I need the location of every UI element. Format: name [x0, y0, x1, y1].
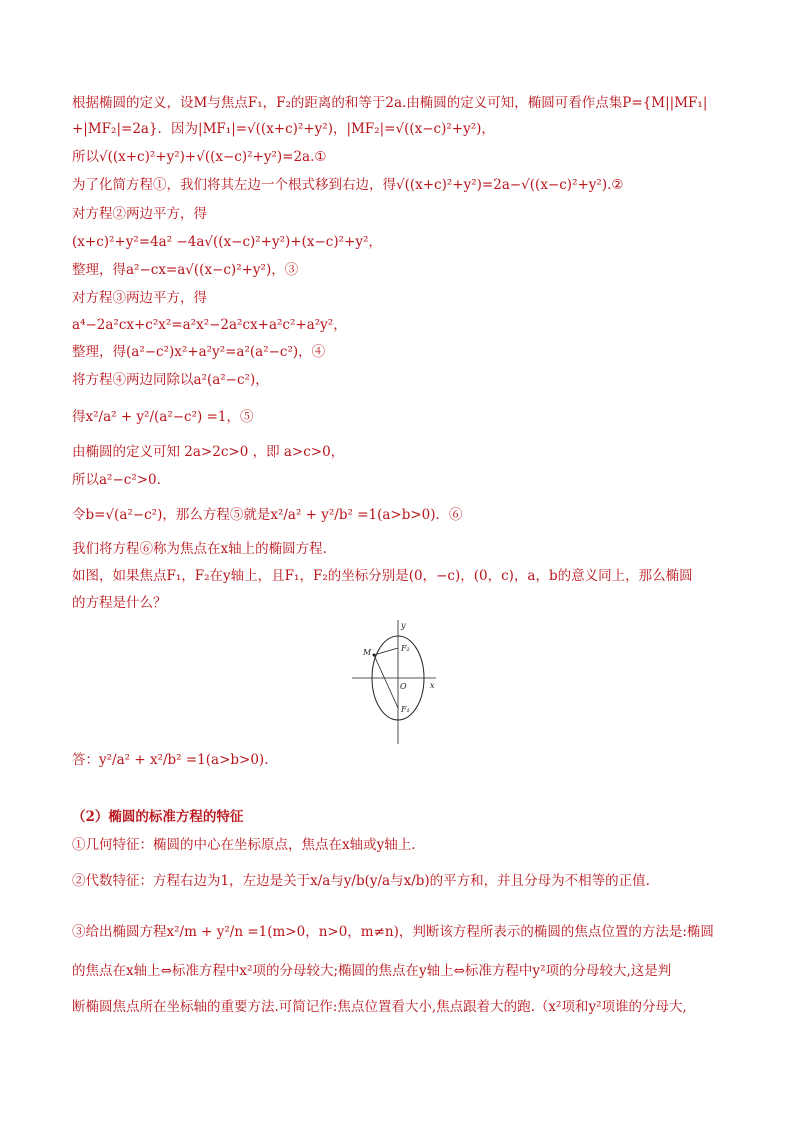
text-line: 得x²/a² + y²/(a²−c²) =1，⑤ [72, 409, 254, 425]
point-m [373, 654, 376, 657]
section-title: （2）椭圆的标准方程的特征 [72, 809, 244, 825]
text-line: +|MF₂|=2a}．因为|MF₁|=√((x+c)²+y²)，|MF₂|=√((x−c)²+y²)， [72, 121, 495, 137]
text-line: 将方程④两边同除以a²(a²−c²)， [72, 372, 269, 388]
label-x: x [430, 681, 435, 690]
segment-mf1 [374, 655, 398, 708]
text-line: 整理，得a²−cx=a√((x−c)²+y²)，③ [72, 262, 299, 278]
label-f2: F₂ [401, 644, 410, 653]
feature-item: 的焦点在x轴上⇔标准方程中x²项的分母较大;椭圆的焦点在y轴上⇔标准方程中y²项的分母较大,这是判 [72, 963, 672, 979]
label-m: M [363, 648, 372, 657]
text-line: 所以a²−c²>0. [72, 472, 161, 488]
text-line: a⁴−2a²cx+c²x²=a²x²−2a²cx+a²c²+a²y²， [72, 317, 347, 333]
feature-item: ①几何特征：椭圆的中心在坐标原点，焦点在x轴或y轴上. [72, 837, 416, 853]
answer-line: 答：y²/a² + x²/b² =1(a>b>0). [72, 752, 269, 768]
feature-item: ②代数特征：方程右边为1，左边是关于x/a与y/b(y/a与x/b)的平方和，并且分母为不相等的正值. [72, 873, 650, 889]
text-line: (x+c)²+y²=4a² −4a√((x−c)²+y²)+(x−c)²+y²， [72, 234, 382, 250]
label-y: y [401, 621, 406, 630]
text-line: 根据椭圆的定义，设M与焦点F₁，F₂的距离的和等于2a.由椭圆的定义可知，椭圆可看作点集P={M||MF₁| [72, 95, 708, 111]
feature-item: 断椭圆焦点所在坐标轴的重要方法.可简记作:焦点位置看大小,焦点跟着大的跑.（x²项和y²项谁的分母大, [72, 999, 687, 1015]
feature-item: ③给出椭圆方程x²/m + y²/n =1(m>0，n>0，m≠n)，判断该方程所表示的椭圆的焦点位置的方法是:椭圆 [72, 924, 714, 940]
text-line: 令b=√(a²−c²)，那么方程⑤就是x²/a² + y²/b² =1(a>b>0)．⑥ [72, 507, 463, 523]
text-line: 我们将方程⑥称为焦点在x轴上的椭圆方程. [72, 541, 327, 557]
text-line: 整理，得(a²−c²)x²+a²y²=a²(a²−c²)，④ [72, 344, 326, 360]
text-line: 对方程③两边平方，得 [72, 290, 207, 306]
text-line: 为了化简方程①，我们将其左边一个根式移到右边，得√((x+c)²+y²)=2a−√((x−c)²+y²).② [72, 177, 624, 193]
ellipse-figure [346, 618, 446, 746]
label-o: O [400, 682, 407, 691]
text-line: 的方程是什么？ [72, 595, 167, 611]
text-line: 所以√((x+c)²+y²)+√((x−c)²+y²)=2a.① [72, 149, 327, 165]
text-line: 如图，如果焦点F₁，F₂在y轴上，且F₁，F₂的坐标分别是(0，−c)，(0，c)，a，b的意义同上，那么椭圆 [72, 568, 693, 584]
text-line: 由椭圆的定义可知 2a>2c>0 ，即 a>c>0， [72, 444, 345, 460]
text-line: 对方程②两边平方，得 [72, 206, 207, 222]
label-f1: F₁ [401, 705, 410, 714]
